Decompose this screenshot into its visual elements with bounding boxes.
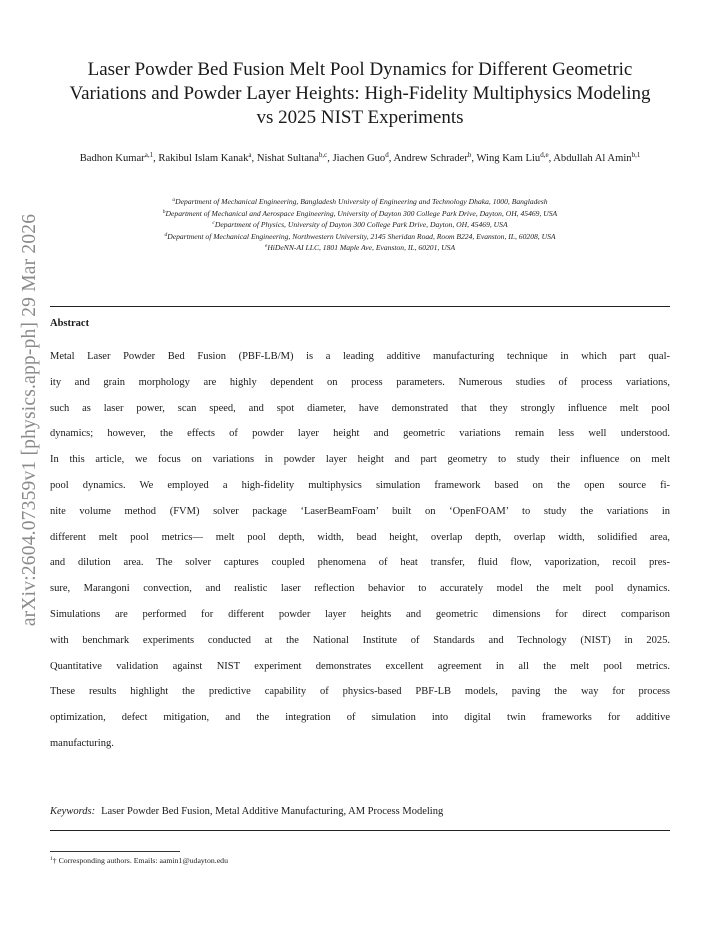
author-affil-mark: a,1	[144, 151, 154, 159]
affiliation-line	[40, 219, 680, 231]
affiliation-text: Department of Physics, University of Dayton 300 College Park Drive, Dayton, OH, 45469, USA	[214, 220, 508, 229]
affiliation-text: Department of Mechanical Engineering, Northwestern University, 2145 Sheridan Road, Room B224, Evanston, IL, 60208, USA	[167, 231, 556, 241]
abstract-line: pool dynamics. We employed a high-fidelity multiphysics simulation framework based on the open source fi-	[50, 479, 670, 491]
abstract-top-rule	[50, 306, 670, 307]
abstract-line: manufacturing.	[50, 737, 114, 749]
author-affil-mark: b,1	[631, 151, 641, 159]
author-name: Wing Kam Liu	[476, 153, 541, 164]
author-name: Jiachen Guo	[332, 153, 386, 164]
affiliation-mark: c	[212, 220, 215, 226]
author-affil-mark: b	[467, 151, 472, 159]
affiliation-line	[40, 242, 680, 254]
abstract-line: nite volume method (FVM) solver package ‘LaserBeamFoam’ built on ‘OpenFOAM’ to study the variations in	[50, 505, 670, 517]
arxiv-stamp	[18, 213, 42, 627]
abstract-line: These results highlight the predictive capability of physics-based PBF-LB models, paving the way for process	[50, 686, 670, 698]
abstract-line: optimization, defect mitigation, and the integration of simulation into digital twin frameworks for additive	[50, 712, 670, 724]
abstract-line: such as laser power, scan speed, and spot diameter, have demonstrated that they strongly influence melt pool	[50, 402, 670, 414]
abstract-heading: Abstract	[50, 318, 90, 329]
affiliation-mark: d	[164, 231, 168, 238]
title-line: vs 2025 NIST Experiments	[256, 107, 464, 128]
author-affil-mark: d,e	[540, 151, 549, 159]
abstract-line: Quantitative validation against NIST experiment demonstrates excellent agreement in all the melt pool metrics.	[50, 660, 670, 672]
abstract-line: and dilution area. The solver captures coupled phenomena of heat transfer, fluid flow, vaporization, recoil pres-	[50, 557, 670, 569]
abstract-line: In this article, we focus on variations in powder layer height and part geometry to study their influence on melt	[50, 454, 670, 466]
author-name: Nishat Sultana	[256, 153, 319, 164]
abstract-line: ity and grain morphology are highly dependent on process parameters. Numerous studies of process variations,	[50, 376, 670, 388]
author-affil-mark: a	[248, 151, 252, 159]
footnote-text: † Corresponding authors. Emails: aamin1@udayton.edu	[52, 856, 228, 865]
footnote-rule	[50, 851, 180, 852]
arxiv-stamp-text: arXiv:2604.07359v1 [physics.app-ph] 29 Mar 2026	[19, 213, 40, 627]
abstract-bottom-rule	[50, 830, 670, 831]
abstract-line: different melt pool metrics— melt pool depth, width, bead height, overlap depth, overlap width, solidified area,	[50, 531, 670, 543]
affiliation-text: HiDeNN-AI LLC, 1801 Maple Ave, Evanston, IL, 60201, USA	[267, 243, 456, 252]
title-line: Laser Powder Bed Fusion Melt Pool Dynamics for Different Geometric	[87, 59, 633, 80]
keywords-text: Laser Powder Bed Fusion, Metal Additive Manufacturing, AM Process Modeling	[101, 806, 444, 817]
abstract-line: with benchmark experiments conducted at the National Institute of Standards and Technology (NIST) in 2025.	[50, 634, 670, 646]
author-list: Badhon Kumar$^{a,1}$, Rakibul Islam Kanak$^a$, Nishat Sultana$^{b,c}$, Jiachen Guo$^d$, Andrew Schrader$^b$, Wing Kam Liu$^{d,e}$, Abdullah Al Amin$^{b,1}$	[79, 151, 641, 164]
paper-title	[40, 58, 680, 130]
abstract-line: dynamics; however, the effects of powder layer height and geometric variations remain less well understood.	[50, 428, 670, 440]
author-name: Rakibul Islam Kanak	[158, 153, 249, 164]
affiliation-line	[40, 208, 680, 220]
author-affil-mark: b,c	[318, 151, 328, 159]
abstract-line: sure, Marangoni convection, and realistic laser reflection behavior to accurately model the melt pool dynamics.	[50, 583, 670, 595]
title-line: Variations and Powder Layer Heights: High-Fidelity Multiphysics Modeling	[69, 83, 651, 104]
abstract-line: Metal Laser Powder Bed Fusion (PBF-LB/M) is a leading additive manufacturing technique in which part qual-	[50, 351, 670, 362]
abstract-body	[50, 344, 670, 757]
affiliation-mark: b	[162, 208, 166, 215]
footnote	[50, 856, 228, 865]
affiliation-list	[40, 196, 680, 254]
author-name: Andrew Schrader	[393, 153, 468, 164]
keywords	[50, 806, 443, 817]
affiliation-line	[40, 196, 680, 208]
affiliation-mark: e	[264, 243, 268, 249]
keywords-label: Keywords:	[50, 806, 96, 817]
author-name: Badhon Kumar	[79, 153, 145, 164]
abstract-line: Simulations are performed for different powder layer heights and geometric dimensions for direct comparison	[50, 608, 670, 620]
affiliation-mark: a	[172, 197, 176, 203]
affiliation-line	[40, 231, 680, 243]
author-affil-mark: d	[385, 151, 389, 159]
author-name: Abdullah Al Amin	[553, 153, 632, 164]
footnote-mark: 1	[50, 856, 53, 862]
affiliation-text: Department of Mechanical and Aerospace Engineering, University of Dayton 300 College Park Drive, Dayton, OH, 45469, USA	[165, 208, 558, 218]
affiliation-text: Department of Mechanical Engineering, Bangladesh University of Engineering and Technology Dhaka, 1000, Bangladesh	[175, 197, 548, 206]
